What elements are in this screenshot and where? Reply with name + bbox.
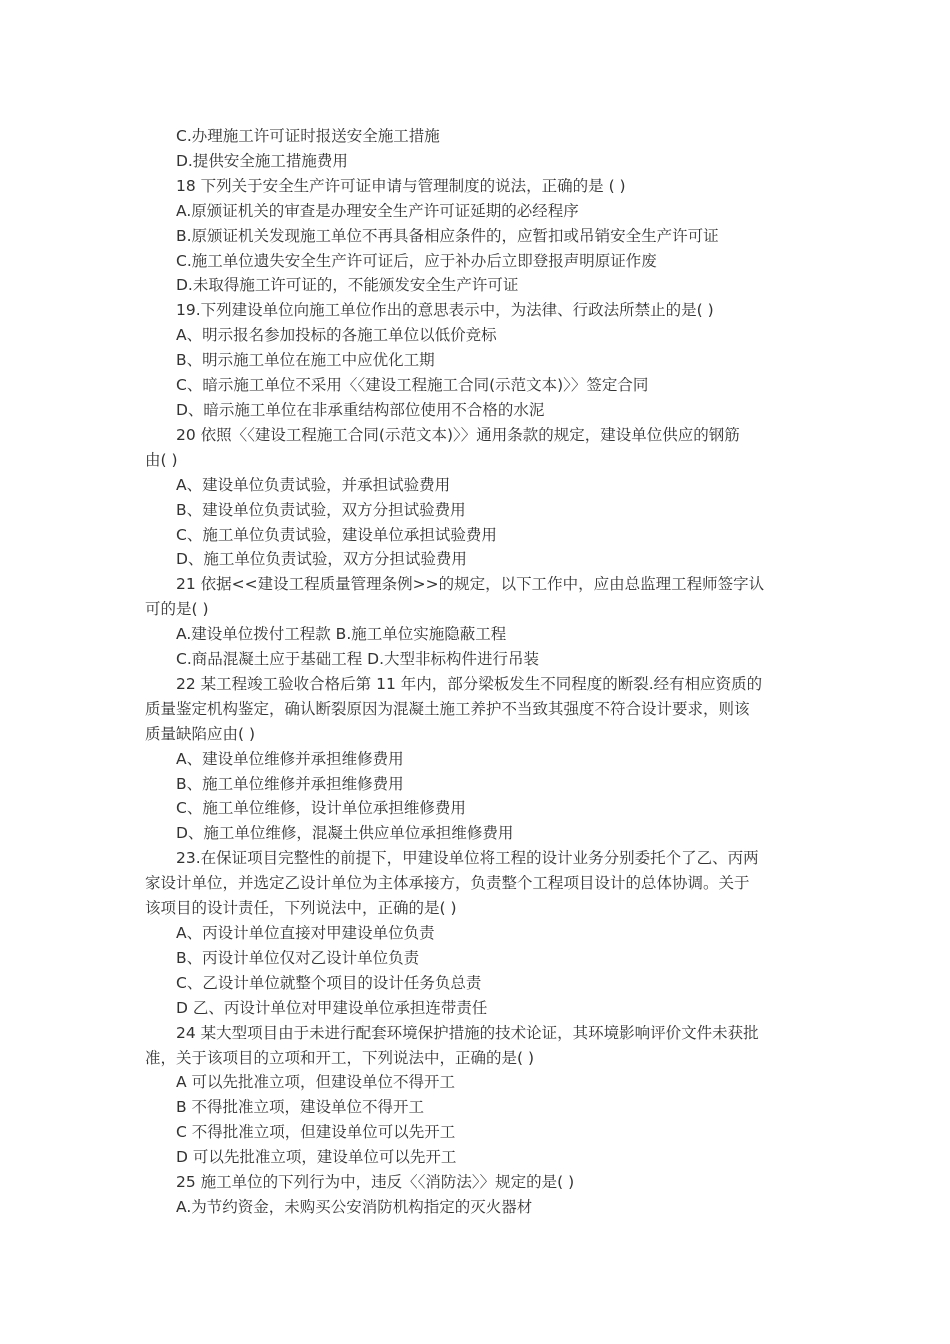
q24-stem-line1: 24 某大型项目由于未进行配套环境保护措施的技术论证，其环境影响评价文件未获批 bbox=[176, 1023, 759, 1042]
q20-stem-line2: 由( ) bbox=[145, 450, 178, 469]
q18-option-d: D.未取得施工许可证的，不能颁发安全生产许可证 bbox=[176, 276, 519, 295]
q19-option-a: A、明示报名参加投标的各施工单位以低价竞标 bbox=[176, 326, 497, 345]
q19-option-c: C、暗示施工单位不采用〈〈建设工程施工合同(示范文本)〉〉签定合同 bbox=[176, 376, 649, 395]
q20-option-c: C、施工单位负责试验，建设单位承担试验费用 bbox=[176, 525, 497, 544]
q19-stem: 19.下列建设单位向施工单位作出的意思表示中，为法律、行政法所禁止的是( ) bbox=[176, 301, 714, 320]
q20-option-a: A、建设单位负责试验，并承担试验费用 bbox=[176, 475, 451, 494]
q22-option-d: D、施工单位维修，混凝土供应单位承担维修费用 bbox=[176, 824, 514, 843]
q25-option-a: A.为节约资金，未购买公安消防机构指定的灭火器材 bbox=[176, 1197, 533, 1216]
q22-stem-line3: 质量缺陷应由( ) bbox=[145, 724, 256, 743]
q22-option-c: C、施工单位维修，设计单位承担维修费用 bbox=[176, 799, 466, 818]
q21-options-ab: A.建设单位拨付工程款 B.施工单位实施隐蔽工程 bbox=[176, 625, 507, 644]
q23-stem-line1: 23.在保证项目完整性的前提下，甲建设单位将工程的设计业务分别委托个了乙、丙两 bbox=[176, 849, 759, 868]
q23-option-b: B、丙设计单位仅对乙设计单位负责 bbox=[176, 948, 420, 967]
q22-option-a: A、建设单位维修并承担维修费用 bbox=[176, 749, 404, 768]
q20-option-d: D、施工单位负责试验，双方分担试验费用 bbox=[176, 550, 467, 569]
q17-option-c: C.办理施工许可证时报送安全施工措施 bbox=[176, 127, 440, 145]
q22-stem-line2: 质量鉴定机构鉴定，确认断裂原因为混凝土施工养护不当致其强度不符合设计要求，则该 bbox=[145, 699, 750, 718]
q23-option-c: C、乙设计单位就整个项目的设计任务负总责 bbox=[176, 973, 482, 992]
q19-option-b: B、明示施工单位在施工中应优化工期 bbox=[176, 351, 435, 370]
q22-option-b: B、施工单位维修并承担维修费用 bbox=[176, 774, 404, 793]
q18-stem: 18 下列关于安全生产许可证申请与管理制度的说法，正确的是 ( ) bbox=[176, 176, 626, 195]
q23-stem-line2: 家设计单位，并选定乙设计单位为主体承接方，负责整个工程项目设计的总体协调。关于 bbox=[145, 874, 750, 893]
q17-option-d: D.提供安全施工措施费用 bbox=[176, 151, 348, 170]
q23-option-d: D 乙、丙设计单位对甲建设单位承担连带责任 bbox=[176, 998, 488, 1017]
q21-stem-line2: 可的是( ) bbox=[145, 600, 209, 619]
q20-option-b: B、建设单位负责试验，双方分担试验费用 bbox=[176, 500, 466, 519]
q19-option-d: D、暗示施工单位在非承重结构部位使用不合格的水泥 bbox=[176, 400, 545, 419]
q23-stem-line3: 该项目的设计责任，下列说法中，正确的是( ) bbox=[145, 899, 457, 918]
document-body bbox=[145, 124, 810, 1220]
q23-option-a: A、丙设计单位直接对甲建设单位负责 bbox=[176, 924, 435, 942]
q24-stem-line2: 准，关于该项目的立项和开工，下列说法中，正确的是( ) bbox=[145, 1048, 535, 1067]
q24-option-b: B 不得批准立项，建设单位不得开工 bbox=[176, 1098, 425, 1117]
q24-option-d: D 可以先批准立项，建设单位可以先开工 bbox=[176, 1148, 457, 1167]
q25-stem: 25 施工单位的下列行为中，违反〈〈消防法〉〉规定的是( ) bbox=[176, 1173, 575, 1192]
q24-option-a: A 可以先批准立项，但建设单位不得开工 bbox=[176, 1073, 456, 1092]
q21-stem-line1: 21 依据<<建设工程质量管理条例>>的规定，以下工作中，应由总监理工程师签字认 bbox=[176, 575, 765, 594]
q20-stem-line1: 20 依照〈〈建设工程施工合同(示范文本)〉〉通用条款的规定，建设单位供应的钢筋 bbox=[176, 425, 740, 444]
q22-stem-line1: 22 某工程竣工验收合格后第 11 年内，部分梁板发生不同程度的断裂.经有相应资质的 bbox=[176, 674, 763, 693]
q18-option-c: C.施工单位遗失安全生产许可证后，应于补办后立即登报声明原证作废 bbox=[176, 251, 657, 270]
q18-option-b: B.原颁证机关发现施工单位不再具备相应条件的，应暂扣或吊销安全生产许可证 bbox=[176, 226, 719, 245]
q18-option-a: A.原颁证机关的审查是办理安全生产许可证延期的必经程序 bbox=[176, 201, 579, 220]
q21-options-cd: C.商品混凝土应于基础工程 D.大型非标构件进行吊装 bbox=[176, 650, 540, 669]
q24-option-c: C 不得批准立项，但建设单位可以先开工 bbox=[176, 1123, 456, 1142]
